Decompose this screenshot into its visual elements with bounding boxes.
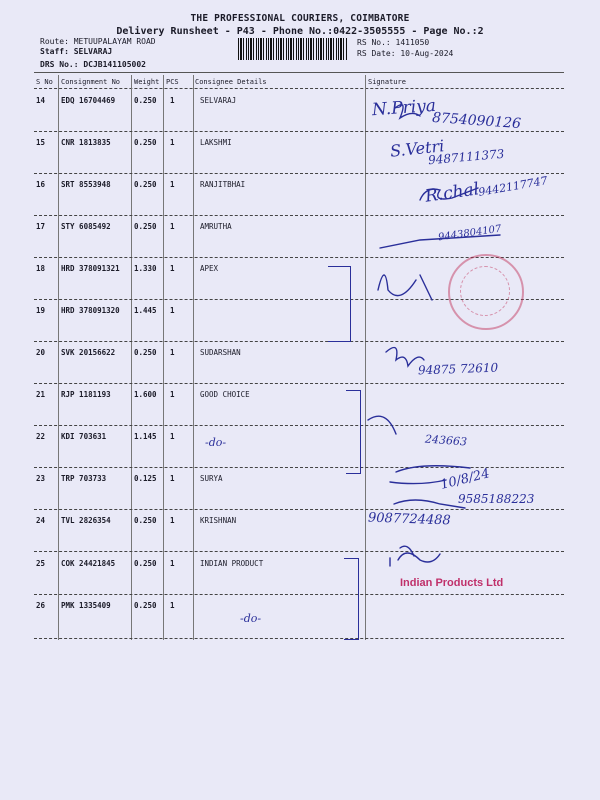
column-header-signature: Signature xyxy=(368,78,406,86)
row-weight: 0.250 xyxy=(134,559,157,568)
signature-22-phone: 243663 xyxy=(424,432,468,449)
staff-field: Staff: SELVARAJ xyxy=(40,47,113,56)
row-sno: 26 xyxy=(36,601,46,610)
drs-number: DRS No.: DCJB141105002 xyxy=(40,60,146,69)
ditto-mark: -do- xyxy=(240,612,262,625)
delivery-round-stamp xyxy=(448,254,524,330)
row-consignment: SVK 20156622 xyxy=(61,348,116,357)
row-weight: 0.250 xyxy=(134,180,157,189)
ditto-mark: -do- xyxy=(205,436,227,449)
signature-16-name: R.chal xyxy=(423,179,481,207)
row-consignee: SUDARSHAN xyxy=(200,348,241,357)
column-divider xyxy=(193,75,194,640)
row-pcs: 1 xyxy=(170,348,175,357)
row-consignee: AMRUTHA xyxy=(200,222,232,231)
row-consignment: TVL 2826354 xyxy=(61,516,111,525)
row-sno: 23 xyxy=(36,474,46,483)
row-sno: 15 xyxy=(36,138,46,147)
row-consignment: HRD 378091320 xyxy=(61,306,120,315)
row-weight: 1.145 xyxy=(134,432,157,441)
row-consignee: RANJITBHAI xyxy=(200,180,246,189)
row-sno: 20 xyxy=(36,348,46,357)
row-consignee: APEX xyxy=(200,264,219,273)
grouping-bracket xyxy=(328,266,351,342)
row-weight: 0.250 xyxy=(134,348,157,357)
row-consignment: HRD 378091321 xyxy=(61,264,120,273)
row-weight: 0.250 xyxy=(134,96,157,105)
signature-23-date: 10/8/24 xyxy=(438,466,492,493)
row-weight: 0.250 xyxy=(134,516,157,525)
rs-date: RS Date: 10-Aug-2024 xyxy=(357,49,454,58)
column-header-consignment: Consignment No xyxy=(61,78,121,86)
row-sno: 17 xyxy=(36,222,46,231)
row-sno: 22 xyxy=(36,432,46,441)
row-pcs: 1 xyxy=(170,306,175,315)
row-pcs: 1 xyxy=(170,222,175,231)
row-pcs: 1 xyxy=(170,96,175,105)
row-consignment: EDQ 16704469 xyxy=(61,96,116,105)
column-divider xyxy=(163,75,164,640)
row-pcs: 1 xyxy=(170,559,175,568)
signature-scribbles xyxy=(360,90,560,620)
row-pcs: 1 xyxy=(170,601,175,610)
row-consignment: COK 24421845 xyxy=(61,559,116,568)
row-weight: 0.250 xyxy=(134,138,157,147)
row-sno: 18 xyxy=(36,264,46,273)
signature-20-phone: 94875 72610 xyxy=(417,360,499,378)
row-weight: 0.250 xyxy=(134,222,157,231)
row-sno: 24 xyxy=(36,516,46,525)
column-divider xyxy=(131,75,132,640)
row-weight: 1.330 xyxy=(134,264,157,273)
row-pcs: 1 xyxy=(170,432,175,441)
column-header-weight: Weight xyxy=(134,78,160,86)
row-consignment: KDI 703631 xyxy=(61,432,107,441)
column-header-consignee: Consignee Details xyxy=(195,78,267,86)
row-sno: 21 xyxy=(36,390,46,399)
barcode xyxy=(238,38,348,60)
signature-15-name: S.Vetri xyxy=(389,136,446,161)
row-pcs: 1 xyxy=(170,264,175,273)
grouping-bracket xyxy=(344,558,359,640)
row-pcs: 1 xyxy=(170,474,175,483)
signature-15-phone: 9487111373 xyxy=(427,146,505,168)
row-weight: 0.125 xyxy=(134,474,157,483)
row-consignee: KRISHNAN xyxy=(200,516,237,525)
company-stamp: Indian Products Ltd xyxy=(400,577,504,589)
row-consignment: CNR 1813835 xyxy=(61,138,111,147)
column-header-pcs: PCS xyxy=(166,78,179,86)
rs-number: RS No.: 1411050 xyxy=(357,38,430,47)
grouping-bracket xyxy=(346,390,361,474)
row-weight: 1.600 xyxy=(134,390,157,399)
signature-17-phone: 9443804107 xyxy=(437,223,503,244)
row-sno: 25 xyxy=(36,559,46,568)
row-weight: 0.250 xyxy=(134,601,157,610)
row-consignment: SRT 8553948 xyxy=(61,180,111,189)
row-consignee: INDIAN PRODUCT xyxy=(200,559,264,568)
row-pcs: 1 xyxy=(170,516,175,525)
column-divider xyxy=(58,75,59,640)
row-consignee: LAKSHMI xyxy=(200,138,232,147)
signature-14-name: N.Priya xyxy=(371,95,437,121)
column-header-sno: S No xyxy=(36,78,53,86)
row-sno: 16 xyxy=(36,180,46,189)
company-title: THE PROFESSIONAL COURIERS, COIMBATORE xyxy=(190,13,410,24)
table-bottom-rule xyxy=(34,638,564,639)
row-consignment: STY 6085492 xyxy=(61,222,111,231)
signature-14-phone: 8754090126 xyxy=(431,109,522,133)
row-weight: 1.445 xyxy=(134,306,157,315)
signature-23-phone: 9585188223 xyxy=(458,492,535,506)
runsheet-subtitle: Delivery Runsheet - P43 - Phone No.:0422-3505555 - Page No.:2 xyxy=(116,26,484,37)
row-pcs: 1 xyxy=(170,138,175,147)
row-pcs: 1 xyxy=(170,180,175,189)
row-consignment: RJP 1181193 xyxy=(61,390,111,399)
signature-16-phone: 9442117747 xyxy=(477,174,549,199)
signature-24-phone: 9087724488 xyxy=(367,510,451,529)
row-pcs: 1 xyxy=(170,390,175,399)
row-consignment: TRP 703733 xyxy=(61,474,107,483)
row-consignee: SELVARAJ xyxy=(200,96,237,105)
row-sno: 19 xyxy=(36,306,46,315)
row-sno: 14 xyxy=(36,96,46,105)
header-bottom-rule xyxy=(34,88,564,89)
row-consignment: PMK 1335409 xyxy=(61,601,111,610)
row-consignee: SURYA xyxy=(200,474,223,483)
route-field: Route: METUUPALAYAM ROAD xyxy=(40,37,156,46)
row-consignee: GOOD CHOICE xyxy=(200,390,250,399)
table-top-rule xyxy=(34,72,564,73)
